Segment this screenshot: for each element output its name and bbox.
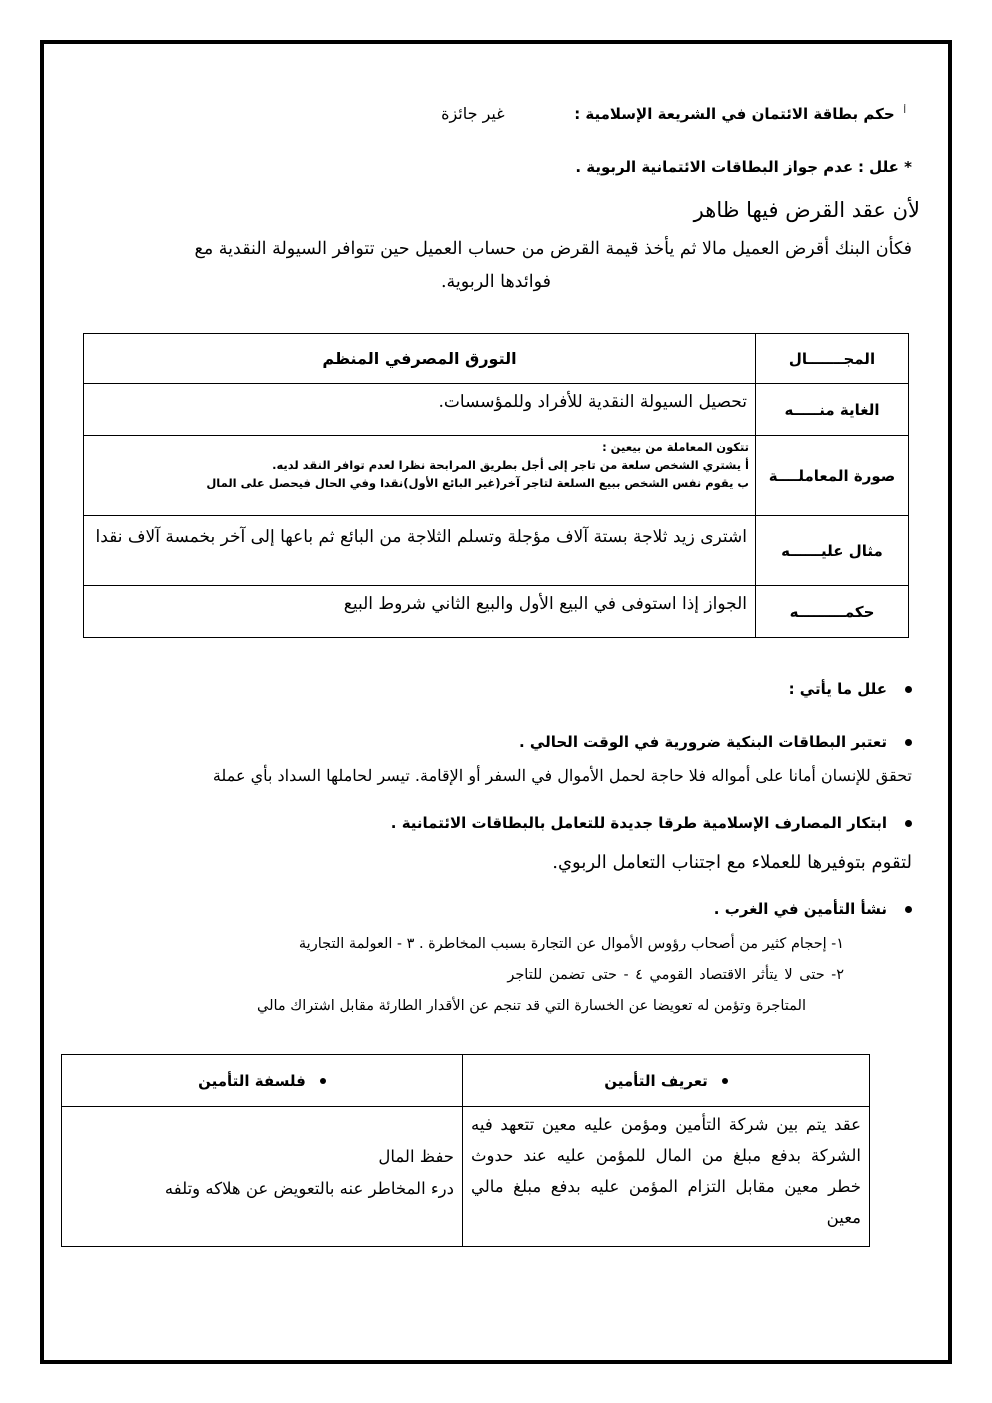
answer-2: لتقوم بتوفيرها للعملاء مع اجتناب التعامل الربوي. — [552, 852, 912, 873]
header-definition — [463, 1055, 870, 1107]
bullet-icon — [905, 739, 912, 746]
definition-cell: عقد يتم بين شركة التأمين ومؤمن عليه معين تتعهد فيه الشركة بدفع مبلغ من المال للمؤمن عليه عند حدوث خطر معين مقابل التزام المؤمن عليه بدفع مبلغ مالي معين — [463, 1107, 870, 1247]
header-definition-text: تعريف التأمين — [604, 1071, 708, 1090]
table-row — [84, 384, 909, 436]
table-header-row — [62, 1055, 870, 1107]
questions-intro — [789, 680, 912, 698]
table-row — [84, 586, 909, 638]
table-row — [84, 516, 909, 586]
bullet-icon — [320, 1078, 326, 1084]
row-label-ruling: حكمـــــــــه — [756, 586, 909, 638]
reason-prefix: * علل : — [857, 158, 912, 176]
form-line-3: ب يقوم نفس الشخص ببيع السلعة لتاجر آخر(غير البائع الأول)نقدا وفي الحال فيحصل على المال — [206, 476, 749, 490]
row-label-purpose: الغاية منـــــه — [756, 384, 909, 436]
bullet-icon — [905, 906, 912, 913]
form-line-2: أ يشتري الشخص سلعة من تاجر إلى أجل بطريق المرابحة نظرا لعدم توافر النقد لديه. — [272, 458, 749, 472]
table-row — [84, 334, 909, 384]
row-value-purpose: تحصيل السيولة النقدية للأفراد وللمؤسسات. — [84, 384, 756, 436]
question-2-text: ابتكار المصارف الإسلامية طرقا جديدة للتعامل بالبطاقات الائتمانية . — [390, 814, 887, 832]
row-label-form: صورة المعاملــــة — [756, 436, 909, 516]
answer-line-3: فوائدها الربوية. — [440, 272, 552, 292]
tawarruq-table — [83, 333, 909, 638]
bullet-icon — [905, 686, 912, 693]
question-2 — [391, 814, 912, 832]
bullet-icon — [722, 1078, 728, 1084]
question-3-text: نشأ التأمين في الغرب . — [713, 900, 887, 918]
header-philosophy — [62, 1055, 463, 1107]
form-line-1: تتكون المعاملة من بيعين : — [602, 440, 749, 454]
header-philosophy-text: فلسفة التأمين — [198, 1071, 306, 1090]
philosophy-cell — [62, 1107, 463, 1247]
reason-line — [575, 158, 912, 176]
ruling-label: حكم بطاقة الائتمان في الشريعة الإسلامية : — [574, 105, 895, 123]
philosophy-line-1: حفظ المال — [378, 1147, 454, 1166]
questions-intro-text: علل ما يأتي : — [788, 680, 887, 698]
row-label-example: مثال عليــــــه — [756, 516, 909, 586]
question-3 — [714, 900, 912, 918]
row-value-ruling: الجواز إذا استوفى في البيع الأول والبيع الثاني شروط البيع — [84, 586, 756, 638]
ruling-value: غير جائزة — [441, 104, 505, 123]
row-value-field: التورق المصرفي المنظم — [84, 334, 756, 384]
insurance-table — [61, 1054, 870, 1247]
answer-3-line-2-text: ٢- حتى لا يتأثر الاقتصاد القومي ٤ - حتى تضمن للتاجر — [507, 967, 844, 983]
row-value-example: اشترى زيد ثلاجة بستة آلاف مؤجلة وتسلم الثلاجة من البائع ثم باعها إلى آخر بخمسة آلاف نقدا — [84, 516, 756, 586]
table-row — [62, 1107, 870, 1247]
ruling-marker: أ — [903, 106, 906, 116]
question-1 — [519, 733, 912, 751]
table-row — [84, 436, 909, 516]
bullet-icon — [905, 820, 912, 827]
answer-line-2: فكأن البنك أقرض العميل مالا ثم يأخذ قيمة القرض من حساب العميل حين تتوافر السيولة النقدية مع — [194, 239, 912, 259]
answer-line-1: لأن عقد القرض فيها ظاهر — [693, 198, 920, 222]
question-1-text: تعتبر البطاقات البنكية ضرورية في الوقت الحالي . — [519, 733, 887, 751]
philosophy-line-2: درء المخاطر عنه بالتعويض عن هلاكه وتلفه — [164, 1179, 454, 1198]
reason-text: عدم جواز البطاقات الائتمانية الربوية . — [575, 158, 854, 176]
answer-3-line-3: المتاجرة وتؤمن له تعويضا عن الخسارة التي قد تنجم عن الأقدار الطارئة مقابل اشتراك مالي — [257, 998, 806, 1014]
answer-1: تحقق للإنسان أمانا على أمواله فلا حاجة لحمل الأموال في السفر أو الإقامة. تيسر لحاملها السداد بأي عملة — [212, 766, 912, 785]
ruling-line — [441, 104, 906, 123]
answer-3-line-2 — [104, 967, 844, 983]
row-label-field: المجـــــــال — [756, 334, 909, 384]
row-value-form — [84, 436, 756, 516]
answer-3-line-1: ١- إحجام كثير من أصحاب رؤوس الأموال عن التجارة بسبب المخاطرة . ٣ - العولمة التجارية — [298, 936, 844, 952]
